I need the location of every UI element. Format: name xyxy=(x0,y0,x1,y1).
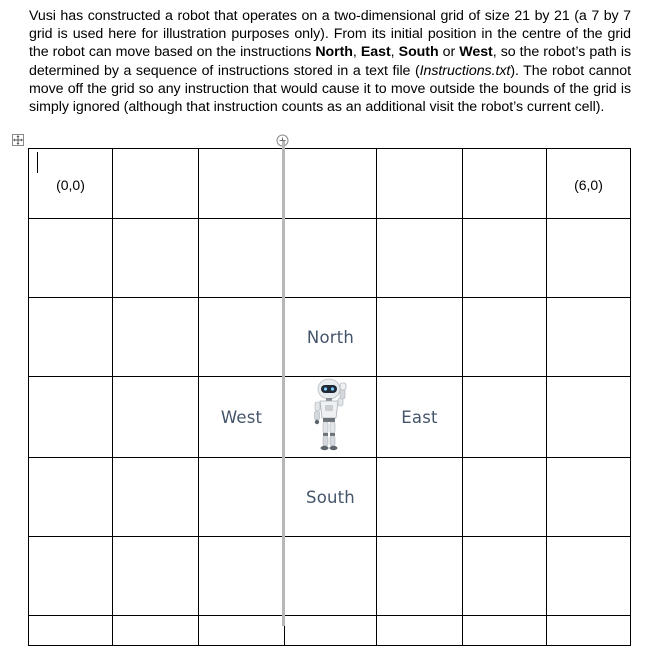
grid-cell[interactable] xyxy=(547,537,631,616)
grid-cell[interactable] xyxy=(547,298,631,377)
grid-cell[interactable] xyxy=(199,298,285,377)
grid-cell[interactable] xyxy=(285,149,377,219)
grid-cell[interactable] xyxy=(113,458,199,537)
east-label: East xyxy=(401,407,438,427)
grid-row xyxy=(29,537,631,616)
grid-cell[interactable] xyxy=(377,298,463,377)
robot-icon xyxy=(311,378,351,457)
grid-cell[interactable] xyxy=(199,537,285,616)
grid-cell[interactable] xyxy=(113,219,199,298)
table-move-handle-icon[interactable] xyxy=(12,134,24,146)
grid-cell-east[interactable] xyxy=(377,377,463,458)
grid-cell[interactable] xyxy=(377,219,463,298)
grid-cell[interactable] xyxy=(463,616,547,646)
grid-cell[interactable] xyxy=(29,616,113,646)
grid-row xyxy=(29,377,631,458)
grid-cell[interactable] xyxy=(29,219,113,298)
grid-cell[interactable] xyxy=(113,377,199,458)
grid-cell[interactable] xyxy=(547,377,631,458)
keyword-east: East xyxy=(360,44,391,61)
grid-cell[interactable] xyxy=(113,537,199,616)
robot-grid-table xyxy=(28,148,631,646)
grid-cell-north[interactable] xyxy=(285,298,377,377)
grid-cell[interactable] xyxy=(547,219,631,298)
column-selection-guide xyxy=(282,141,285,626)
grid-row xyxy=(29,616,631,646)
grid-cell[interactable] xyxy=(285,537,377,616)
grid-cell-centre[interactable] xyxy=(285,377,377,458)
grid-cell[interactable] xyxy=(463,458,547,537)
grid-cell[interactable] xyxy=(377,537,463,616)
grid-cell[interactable] xyxy=(463,537,547,616)
keyword-north: North xyxy=(315,44,353,61)
grid-cell[interactable] xyxy=(113,298,199,377)
grid-cell[interactable] xyxy=(463,219,547,298)
grid-cell[interactable] xyxy=(113,149,199,219)
grid-cell[interactable] xyxy=(199,616,285,646)
grid-cell-west[interactable] xyxy=(199,377,285,458)
problem-description: Vusi has constructed a robot that operates on a two-dimensional grid of size 21 by 21 (a 7 by 7 grid is used here for illustration purposes only). From its initial position in the centre of the grid the robot can move based on the instructions North, East, South or West, so the robot’s path is determined by a sequence of instructions stored in a text file (Instructions.txt). The robot cannot move off the grid so any instruction that would cause it to move outside the bounds of the grid is simply ignored (although that instruction counts as an additional visit the robot’s current cell). xyxy=(29,8,631,116)
grid-cell[interactable] xyxy=(113,616,199,646)
grid-row xyxy=(29,219,631,298)
grid-cell-0-0[interactable] xyxy=(29,149,113,219)
grid-cell[interactable] xyxy=(285,219,377,298)
grid-cell-south[interactable] xyxy=(285,458,377,537)
grid-cell[interactable] xyxy=(29,458,113,537)
south-label: South xyxy=(306,487,355,507)
grid-cell[interactable] xyxy=(377,616,463,646)
west-label: West xyxy=(220,407,263,427)
grid-cell[interactable] xyxy=(377,149,463,219)
grid-cell[interactable] xyxy=(29,537,113,616)
filename: Instructions.txt xyxy=(419,62,511,79)
grid-cell[interactable] xyxy=(199,149,285,219)
grid-cell[interactable] xyxy=(199,219,285,298)
grid-cell[interactable] xyxy=(29,298,113,377)
grid-cell[interactable] xyxy=(547,458,631,537)
grid-cell[interactable] xyxy=(199,458,285,537)
grid-row xyxy=(29,149,631,219)
grid-cell-6-0[interactable] xyxy=(547,149,631,219)
grid-cell[interactable] xyxy=(463,377,547,458)
grid-row xyxy=(29,458,631,537)
north-label: North xyxy=(306,327,355,347)
grid-cell[interactable] xyxy=(463,298,547,377)
keyword-south: South xyxy=(398,44,439,61)
grid-cell[interactable] xyxy=(377,458,463,537)
grid-cell[interactable] xyxy=(463,149,547,219)
grid-cell[interactable] xyxy=(29,377,113,458)
grid-cell[interactable] xyxy=(547,616,631,646)
grid-row xyxy=(29,298,631,377)
corner-label: (6,0) xyxy=(574,177,603,193)
text-cursor xyxy=(37,152,38,173)
origin-label: (0,0) xyxy=(56,177,85,193)
keyword-west: West xyxy=(459,44,493,61)
grid-cell[interactable] xyxy=(285,616,377,646)
